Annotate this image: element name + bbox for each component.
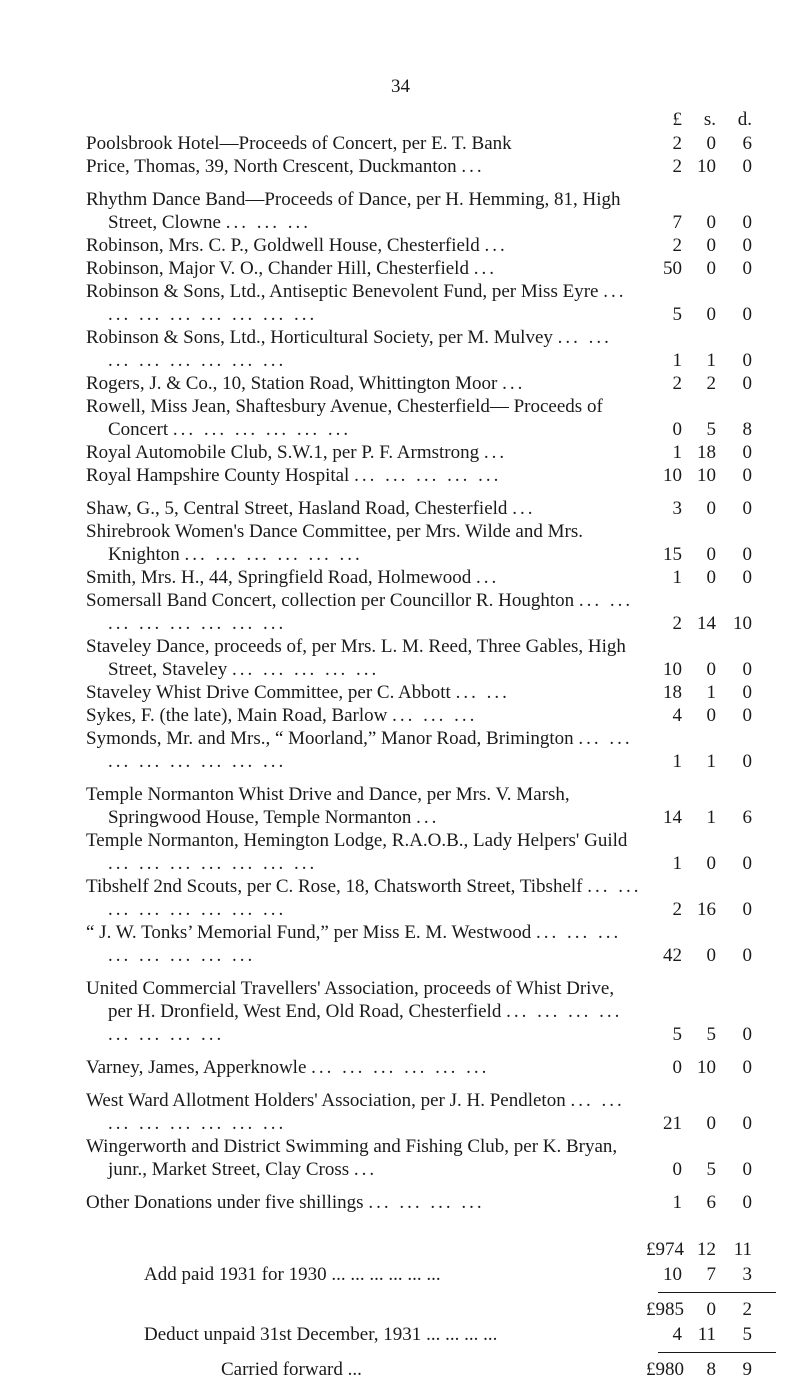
entry-text: Royal Hampshire County Hospital [86, 465, 350, 486]
entry-text: Wingerworth and District Swimming and Fishing Club, per K. Bryan, junr., Market Street, Clay Cross [86, 1136, 618, 1180]
entry-description [86, 441, 646, 464]
entry-pounds: 10 [663, 465, 682, 486]
ledger-entry [86, 875, 776, 921]
leader-dots: ... ... ... [225, 212, 311, 233]
entry-pounds: 1 [672, 350, 682, 371]
ledger-entry [86, 1089, 776, 1135]
entry-shillings: 2 [706, 373, 716, 394]
leader-dots: ... ... ... ... ... ... ... ... [108, 1090, 625, 1134]
entry-text: Temple Normanton Whist Drive and Dance, per Mrs. V. Marsh, Springwood House, Temple Normanton [86, 784, 570, 828]
entry-description [86, 372, 646, 395]
entry-pence: 0 [742, 659, 752, 680]
entry-pence: 0 [742, 258, 752, 279]
leader-dots: ... ... [455, 682, 510, 703]
leader-dots: ... ... ... ... ... ... [311, 1057, 490, 1078]
entry-description [86, 395, 646, 441]
entry-text: Price, Thomas, 39, North Crescent, Duckmanton [86, 156, 457, 177]
pence-header: d. [737, 109, 752, 130]
leader-dots: ... ... ... ... ... ... [184, 544, 363, 565]
carried-forward-row [86, 1356, 776, 1381]
ledger-entry [86, 234, 776, 257]
entry-pounds: 1 [672, 751, 682, 772]
deduct-shillings: 11 [697, 1324, 716, 1345]
entry-description [86, 1089, 646, 1135]
entry-text: Robinson & Sons, Ltd., Antiseptic Benevolent Fund, per Miss Eyre [86, 281, 599, 302]
entry-text: Sykes, F. (the late), Main Road, Barlow [86, 705, 388, 726]
entry-pounds: 0 [672, 1057, 682, 1078]
leader-dots: ... [476, 567, 500, 588]
entry-text: Robinson, Major V. O., Chander Hill, Chesterfield [86, 258, 469, 279]
currency-header [86, 108, 776, 132]
add-paid-pence: 3 [742, 1264, 752, 1285]
entry-description [86, 1056, 646, 1079]
entry-pence: 0 [742, 751, 752, 772]
entry-description [86, 875, 646, 921]
entry-description [86, 155, 646, 178]
entry-pounds: 42 [663, 945, 682, 966]
subtotal2-row [86, 1296, 776, 1321]
entry-text: Tibshelf 2nd Scouts, per C. Rose, 18, Chatsworth Street, Tibshelf [86, 876, 583, 897]
leader-dots: ... ... ... ... [426, 1324, 498, 1345]
leader-dots: ... [483, 442, 508, 463]
entry-pence: 0 [742, 1024, 752, 1045]
entry-description [86, 280, 646, 326]
shillings-header: s. [703, 109, 716, 130]
ledger-entry [86, 257, 776, 280]
ledger-entry [86, 783, 776, 829]
entry-shillings: 6 [706, 1192, 716, 1213]
leader-dots: ... [353, 1159, 378, 1180]
entry-description [86, 497, 646, 520]
entry-pence: 0 [742, 1192, 752, 1213]
entry-pence: 0 [742, 945, 752, 966]
entry-pounds: 21 [663, 1113, 682, 1134]
leader-dots: ... ... ... ... ... ... ... ... [108, 590, 634, 634]
ledger-entry [86, 326, 776, 372]
donations-ledger [86, 108, 776, 1381]
ledger-entry [86, 280, 776, 326]
entry-pence: 0 [742, 705, 752, 726]
entry-pounds: 50 [663, 258, 682, 279]
add-paid-pounds: 10 [663, 1264, 682, 1285]
entry-shillings: 0 [706, 498, 716, 519]
add-paid-shillings: 7 [706, 1264, 716, 1285]
entry-shillings: 1 [706, 350, 716, 371]
deduct-label: Deduct unpaid 31st December, 1931 [144, 1324, 422, 1345]
entry-description [86, 829, 646, 875]
carried-shillings: 8 [706, 1359, 716, 1380]
entry-pence: 10 [733, 613, 752, 634]
entry-shillings: 0 [706, 133, 716, 154]
entry-text: Varney, James, Apperknowle [86, 1057, 307, 1078]
entry-description [86, 188, 646, 234]
entry-pounds: 5 [672, 1024, 682, 1045]
entry-pence: 0 [742, 899, 752, 920]
entry-description [86, 1191, 646, 1214]
entry-description [86, 234, 646, 257]
leader-dots: ... ... ... [392, 705, 478, 726]
entry-description [86, 783, 646, 829]
entry-text: Rogers, J. & Co., 10, Station Road, Whittington Moor [86, 373, 498, 394]
leader-dots: ... [473, 258, 497, 279]
entry-description [86, 1135, 646, 1181]
subtotal2-shillings: 0 [706, 1299, 716, 1320]
entry-pence: 0 [742, 1113, 752, 1134]
entry-pence: 0 [742, 465, 752, 486]
ledger-entry [86, 635, 776, 681]
entry-description [86, 257, 646, 280]
entry-text: Shaw, G., 5, Central Street, Hasland Road, Chesterfield [86, 498, 508, 519]
subtotal-pence: 11 [733, 1239, 752, 1260]
entry-pence: 0 [742, 350, 752, 371]
ledger-entry [86, 704, 776, 727]
entry-pounds: 1 [672, 853, 682, 874]
ledger-entry [86, 497, 776, 520]
entry-shillings: 0 [706, 659, 716, 680]
entry-pounds: 2 [672, 156, 682, 177]
entry-pounds: 7 [672, 212, 682, 233]
entry-text: Poolsbrook Hotel—Proceeds of Concert, per E. T. Bank [86, 133, 512, 154]
entry-shillings: 10 [697, 465, 716, 486]
entry-shillings: 14 [697, 613, 716, 634]
leader-dots: ... [484, 235, 508, 256]
entry-shillings: 5 [706, 1024, 716, 1045]
entry-text: Staveley Whist Drive Committee, per C. Abbott [86, 682, 451, 703]
ledger-entry [86, 829, 776, 875]
entry-pence: 6 [742, 807, 752, 828]
entry-text: Symonds, Mr. and Mrs., “ Moorland,” Manor Road, Brimington [86, 728, 574, 749]
subtotal-row [86, 1236, 776, 1261]
entry-text: Rowell, Miss Jean, Shaftesbury Avenue, Chesterfield— Proceeds of Concert [86, 396, 603, 440]
entry-pence: 0 [742, 373, 752, 394]
entry-pounds: 5 [672, 304, 682, 325]
carried-pence: 9 [742, 1359, 752, 1380]
leader-dots: ... ... ... ... ... [232, 659, 380, 680]
entry-description [86, 520, 646, 566]
entry-pounds: 0 [672, 1159, 682, 1180]
entry-description [86, 589, 646, 635]
entry-description [86, 681, 646, 704]
entry-text: Rhythm Dance Band—Proceeds of Dance, per H. Hemming, 81, High Street, Clowne [86, 189, 621, 233]
subtotal-pounds: £974 [646, 1239, 684, 1260]
entry-description [86, 132, 646, 155]
ledger-entry [86, 188, 776, 234]
entry-shillings: 0 [706, 258, 716, 279]
entry-description [86, 566, 646, 589]
subtotal-shillings: 12 [697, 1239, 716, 1260]
leader-dots: ... ... ... ... ... ... ... ... [108, 281, 627, 325]
ledger-entry [86, 589, 776, 635]
entry-shillings: 0 [706, 853, 716, 874]
entry-shillings: 0 [706, 212, 716, 233]
leader-dots: ... ... ... ... ... ... [331, 1264, 441, 1285]
entry-shillings: 5 [706, 419, 716, 440]
entry-pounds: 2 [672, 373, 682, 394]
entry-description [86, 727, 646, 773]
entry-pounds: 1 [672, 442, 682, 463]
entry-shillings: 10 [697, 1057, 716, 1078]
entry-pence: 0 [742, 442, 752, 463]
entry-shillings: 0 [706, 945, 716, 966]
entry-shillings: 18 [697, 442, 716, 463]
entry-shillings: 1 [706, 807, 716, 828]
entry-pounds: 2 [672, 899, 682, 920]
totals-section [86, 1236, 776, 1381]
entry-text: Somersall Band Concert, collection per Councillor R. Houghton [86, 590, 575, 611]
entries-list [86, 132, 776, 1214]
entry-description [86, 464, 646, 487]
sum-rule [86, 1286, 776, 1296]
deduct-pence: 5 [742, 1324, 752, 1345]
entry-pounds: 2 [672, 235, 682, 256]
entry-text: Royal Automobile Club, S.W.1, per P. F. Armstrong [86, 442, 480, 463]
entry-text: Temple Normanton, Hemington Lodge, R.A.O.B., Lady Helpers' Guild [86, 830, 628, 851]
ledger-entry [86, 1135, 776, 1181]
entry-pence: 0 [742, 212, 752, 233]
leader-dots: ... ... ... ... ... ... ... ... [108, 327, 612, 371]
leader-dots: ... [347, 1359, 362, 1380]
leader-dots: ... [416, 807, 440, 828]
entry-description [86, 704, 646, 727]
ledger-entry [86, 441, 776, 464]
leader-dots: ... ... ... ... ... ... ... ... [108, 728, 633, 772]
entry-pounds: 2 [672, 613, 682, 634]
entry-pounds: 15 [663, 544, 682, 565]
entry-shillings: 0 [706, 235, 716, 256]
entry-pence: 0 [742, 498, 752, 519]
ledger-entry [86, 727, 776, 773]
entry-pounds: 1 [672, 1192, 682, 1213]
leader-dots: ... ... ... ... [368, 1192, 485, 1213]
ledger-entry [86, 1191, 776, 1214]
leader-dots: ... ... ... ... ... ... ... [108, 853, 318, 874]
entry-description [86, 977, 646, 1046]
carried-label: Carried forward [221, 1359, 343, 1380]
pounds-header: £ [672, 109, 682, 130]
entry-pounds: 4 [672, 705, 682, 726]
ledger-entry [86, 921, 776, 967]
entry-text: Shirebrook Women's Dance Committee, per Mrs. Wilde and Mrs. Knighton [86, 521, 583, 565]
entry-pounds: 10 [663, 659, 682, 680]
entry-pounds: 18 [663, 682, 682, 703]
entry-pence: 0 [742, 567, 752, 588]
ledger-entry [86, 132, 776, 155]
add-paid-row [86, 1261, 776, 1286]
entry-text: “ J. W. Tonks’ Memorial Fund,” per Miss E. M. Westwood [86, 922, 532, 943]
ledger-entry [86, 681, 776, 704]
entry-pounds: 2 [672, 133, 682, 154]
entry-description [86, 635, 646, 681]
page-number: 34 [391, 76, 410, 97]
sum-rule [86, 1346, 776, 1356]
entry-shillings: 5 [706, 1159, 716, 1180]
entry-description [86, 921, 646, 967]
entry-text: Staveley Dance, proceeds of, per Mrs. L. M. Reed, Three Gables, High Street, Staveley [86, 636, 626, 680]
entry-text: Smith, Mrs. H., 44, Springfield Road, Holmewood [86, 567, 472, 588]
entry-pounds: 14 [663, 807, 682, 828]
add-paid-label: Add paid 1931 for 1930 [144, 1264, 327, 1285]
entry-pence: 0 [742, 156, 752, 177]
entry-shillings: 1 [706, 682, 716, 703]
entry-pounds: 3 [672, 498, 682, 519]
entry-shillings: 10 [697, 156, 716, 177]
subtotal2-pounds: £985 [646, 1299, 684, 1320]
entry-pence: 0 [742, 1057, 752, 1078]
entry-pence: 0 [742, 682, 752, 703]
leader-dots: ... ... ... ... ... ... [172, 419, 352, 440]
carried-pounds: £980 [646, 1359, 684, 1380]
entry-text: Other Donations under five shillings [86, 1192, 364, 1213]
leader-dots: ... [502, 373, 526, 394]
leader-dots: ... ... ... ... ... ... ... ... [108, 922, 622, 966]
entry-pounds: 0 [672, 419, 682, 440]
ledger-entry [86, 1056, 776, 1079]
deduct-pounds: 4 [672, 1324, 682, 1345]
entry-description [86, 326, 646, 372]
ledger-entry [86, 155, 776, 178]
entry-pence: 0 [742, 235, 752, 256]
entry-text: United Commercial Travellers' Association, proceeds of Whist Drive, per H. Dronfield, West End, Old Road, Chesterfield [86, 978, 615, 1022]
ledger-entry [86, 464, 776, 487]
entry-pence: 0 [742, 544, 752, 565]
entry-shillings: 0 [706, 705, 716, 726]
leader-dots: ... ... ... ... ... ... ... ... [108, 1001, 623, 1045]
entry-pounds: 1 [672, 567, 682, 588]
ledger-entry [86, 520, 776, 566]
entry-shillings: 0 [706, 544, 716, 565]
entry-shillings: 0 [706, 304, 716, 325]
leader-dots: ... [512, 498, 536, 519]
entry-pence: 6 [742, 133, 752, 154]
entry-text: West Ward Allotment Holders' Association, per J. H. Pendleton [86, 1090, 566, 1111]
ledger-entry [86, 395, 776, 441]
leader-dots: ... ... ... ... ... ... ... ... [108, 876, 642, 920]
entry-shillings: 0 [706, 1113, 716, 1134]
leader-dots: ... ... ... ... ... [354, 465, 502, 486]
entry-pence: 0 [742, 1159, 752, 1180]
ledger-entry [86, 566, 776, 589]
entry-text: Robinson, Mrs. C. P., Goldwell House, Chesterfield [86, 235, 480, 256]
entry-pence: 0 [742, 853, 752, 874]
entry-shillings: 16 [697, 899, 716, 920]
entry-pence: 0 [742, 304, 752, 325]
subtotal2-pence: 2 [742, 1299, 752, 1320]
deduct-row [86, 1321, 776, 1346]
entry-shillings: 1 [706, 751, 716, 772]
entry-shillings: 0 [706, 567, 716, 588]
leader-dots: ... [461, 156, 485, 177]
entry-pence: 8 [742, 419, 752, 440]
entry-text: Robinson & Sons, Ltd., Horticultural Society, per M. Mulvey [86, 327, 553, 348]
ledger-entry [86, 977, 776, 1046]
ledger-entry [86, 372, 776, 395]
